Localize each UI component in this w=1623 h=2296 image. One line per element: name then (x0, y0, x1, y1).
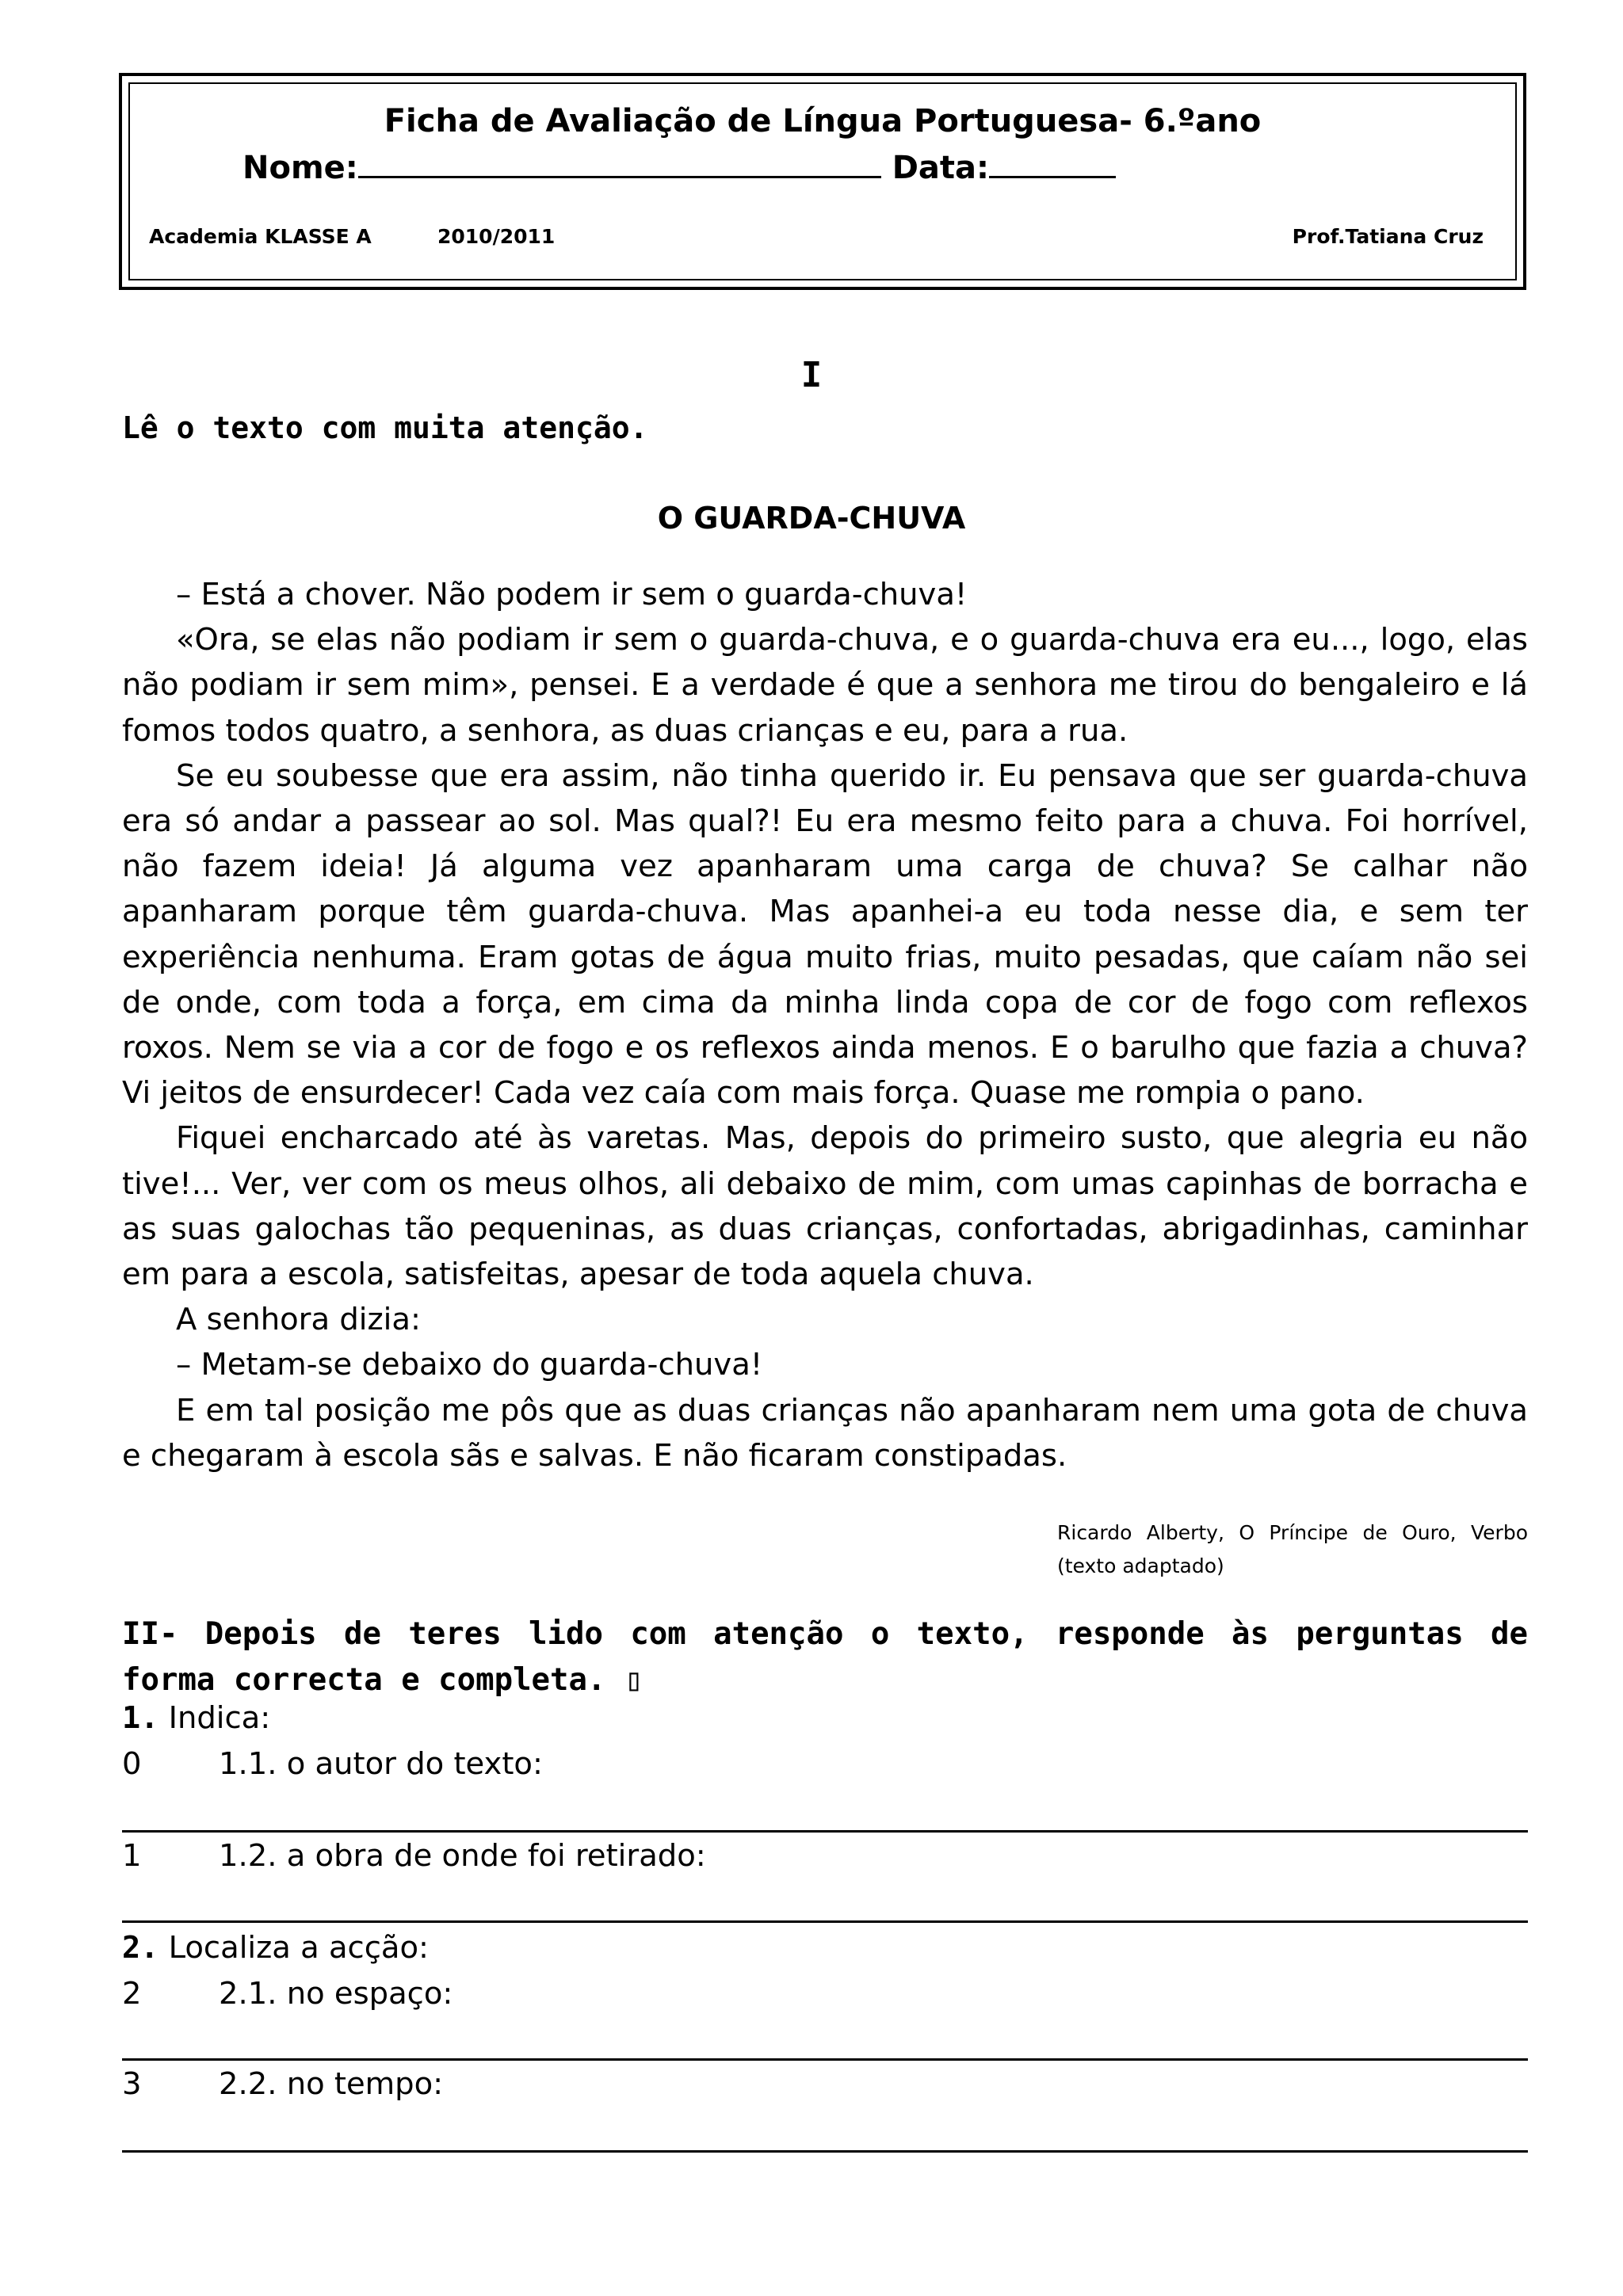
name-date-row (242, 149, 1116, 186)
placeholder-box-icon: ▯ (624, 1662, 643, 1698)
answer-line-2-1[interactable] (122, 2058, 1528, 2061)
source-citation: Ricardo Alberty, O Príncipe de Ouro, Verbo (texto adaptado) (1057, 1521, 1528, 1577)
school-year: 2010/2011 (437, 225, 556, 248)
question-text: Localiza a acção: (168, 1930, 430, 1966)
paragraph: «Ora, se elas não podiam ir sem o guarda-chuva, e o guarda-chuva era eu..., logo, elas não podiam ir sem mim», pensei. E a verdade é que a senhora me tirou do bengaleiro e lá fomos todos quatro, a senhora, as duas crianças e eu, para a rua. (122, 622, 1528, 749)
header-box (119, 73, 1526, 290)
item-index: 2 (122, 1976, 142, 2012)
paragraph: Se eu soubesse que era assim, não tinha querido ir. Eu pensava que ser guarda-chuva era só andar a passear ao sol. Mas qual?! Eu era mesmo feito para a chuva. Foi horrível, não fazem ideia! Já alguma vez apanharam uma carga de chuva? Se calhar não apanharam porque têm guarda-chuva. Mas apanhei-a eu toda nesse dia, e sem ter experiência nenhuma. Eram gotas de água muito frias, muito pesadas, que caíam não sei de onde, com toda a força, em cima da minha linda copa de cor de fogo com reflexos roxos. Nem se via a cor de fogo e os reflexos ainda menos. E o barulho que fazia a chuva? Vi jeitos de ensurdecer! Cada vez caía com mais força. Quase me rompia o pano. (122, 757, 1528, 1112)
paragraph: – Metam-se debaixo do guarda-chuva! (176, 1347, 763, 1383)
question-number: 1. (122, 1700, 159, 1736)
question-number: 2. (122, 1930, 159, 1966)
section-roman-i: I (800, 355, 823, 395)
teacher-name: Prof.Tatiana Cruz (1292, 225, 1484, 248)
paragraph: E em tal posição me pôs que as duas crianças não apanharam nem uma gota de chuva e chegaram à escola sãs e salvas. E não ficaram constipadas. (122, 1392, 1528, 1474)
paragraph: – Está a chover. Não podem ir sem o guarda-chuva! (176, 577, 968, 612)
question-2 (122, 1930, 429, 1966)
text-title: O GUARDA-CHUVA (657, 501, 966, 536)
date-blank[interactable] (989, 149, 1116, 178)
paragraph: Fiquei encharcado até às varetas. Mas, depois do primeiro susto, que alegria eu não tive!... Ver, ver com os meus olhos, ali debaixo de mim, com umas capinhas de borracha e as suas galochas tão pequeninas, as duas crianças, confortadas, abrigadinhas, caminhar em para a escola, satisfeitas, apesar de toda aquela chuva. (122, 1120, 1528, 1293)
item-index: 0 (122, 1746, 142, 1782)
reading-instruction: Lê o texto com muita atenção. (122, 410, 648, 445)
story-text (122, 572, 1528, 1478)
question-2-2: 2.2. no tempo: (219, 2066, 444, 2102)
school-name: Academia KLASSE A (149, 225, 372, 248)
section-ii-heading-text: II- Depois de teres lido com atenção o texto, responde às perguntas de forma correcta e completa. (122, 1616, 1528, 1698)
name-blank[interactable] (358, 149, 881, 178)
answer-line-1-1[interactable] (122, 1830, 1528, 1833)
answer-line-2-2[interactable] (122, 2150, 1528, 2153)
item-index: 3 (122, 2066, 142, 2102)
date-label: Data: (892, 150, 990, 186)
name-label: Nome: (242, 150, 358, 186)
header-inner-border (128, 82, 1517, 280)
paragraph: A senhora dizia: (176, 1302, 421, 1338)
question-2-1: 2.1. no espaço: (219, 1976, 453, 2012)
question-1 (122, 1700, 270, 1736)
question-text: Indica: (168, 1700, 271, 1736)
item-index: 1 (122, 1838, 142, 1874)
question-1-1: 1.1. o autor do texto: (219, 1746, 543, 1782)
section-ii-heading (122, 1611, 1528, 1703)
worksheet-title: Ficha de Avaliação de Língua Portuguesa- 6.ºano (384, 103, 1262, 139)
question-1-2: 1.2. a obra de onde foi retirado: (219, 1838, 706, 1874)
answer-line-1-2[interactable] (122, 1920, 1528, 1923)
